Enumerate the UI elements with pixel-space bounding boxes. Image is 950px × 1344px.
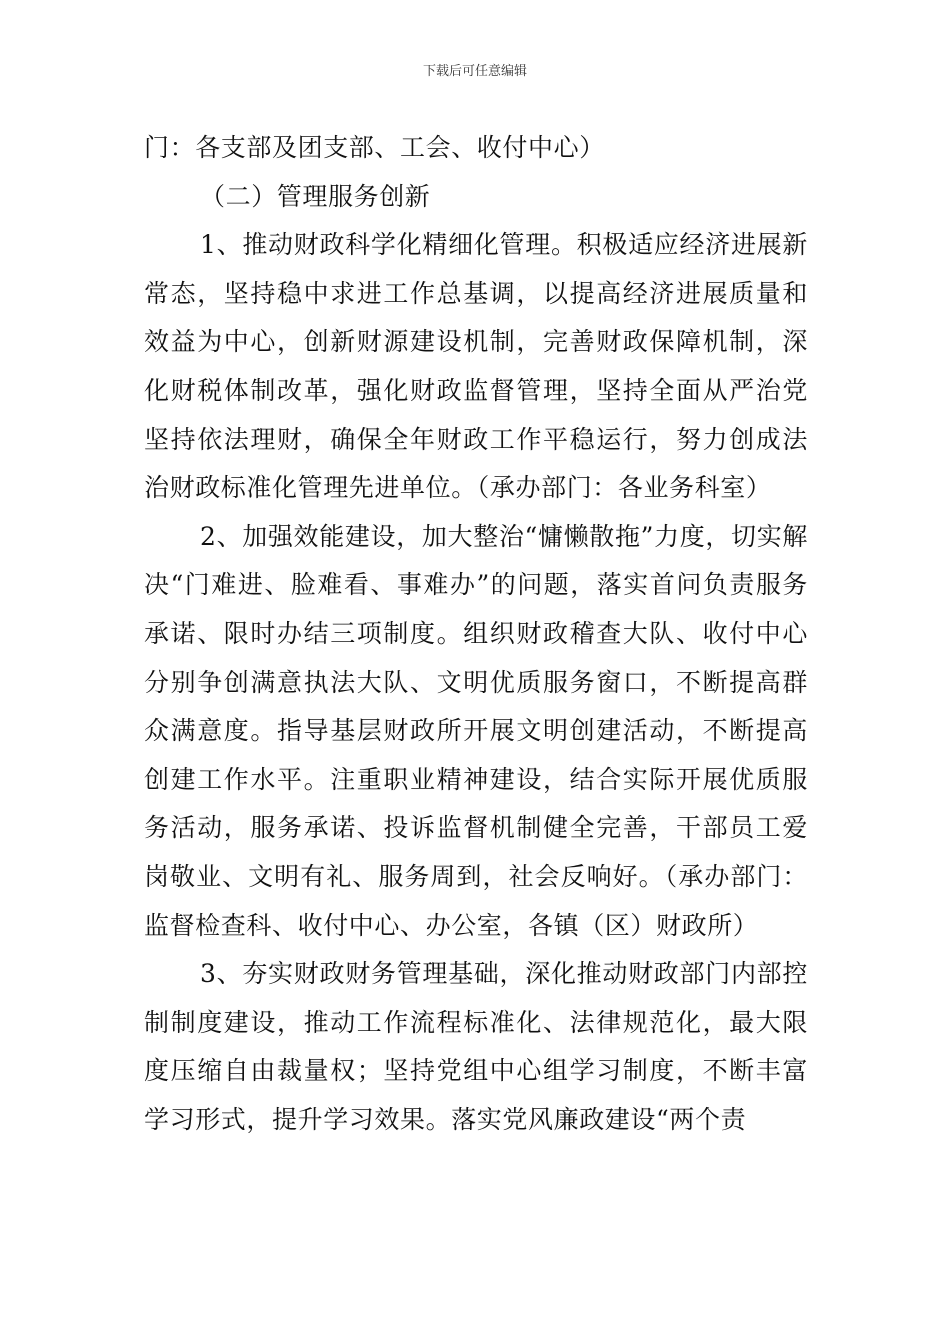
document-body <box>144 124 808 1144</box>
paragraph-item-2: 2、加强效能建设，加大整治“慵懒散拖”力度，切实解决“门难进、脸难看、事难办”的问题，落实首问负责服务承诺、限时办结三项制度。组织财政稽查大队、收付中心分别争创满意执法大队、文明优质服务窗口，不断提高群众满意度。指导基层财政所开展文明创建活动，不断提高创建工作水平。注重职业精神建设，结合实际开展优质服务活动，服务承诺、投诉监督机制健全完善，干部员工爱岗敬业、文明有礼、服务周到，社会反响好。（承办部门：监督检查科、收付中心、办公室，各镇（区）财政所） <box>144 521 808 940</box>
paragraph-item-1: 1、推动财政科学化精细化管理。积极适应经济进展新常态，坚持稳中求进工作总基调，以提高经济进展质量和效益为中心，创新财源建设机制，完善财政保障机制，深化财税体制改革，强化财政监督管理，坚持全面从严治党坚持依法理财，确保全年财政工作平稳运行，努力创成法治财政标准化管理先进单位。（承办部门：各业务科室） <box>144 230 808 503</box>
paragraph-item-3: 3、夯实财政财务管理基础，深化推动财政部门内部控制制度建设，推动工作流程标准化、法律规范化，最大限度压缩自由裁量权；坚持党组中心组学习制度，不断丰富学习形式，提升学习效果。落实党风廉政建设“两个责 <box>144 959 808 1134</box>
section-heading-management-innovation: （二）管理服务创新 <box>200 181 431 211</box>
page-header: 下载后可任意编辑 <box>422 64 527 79</box>
paragraph-department-continuation: 门：各支部及团支部、工会、收付中心） <box>144 133 605 162</box>
